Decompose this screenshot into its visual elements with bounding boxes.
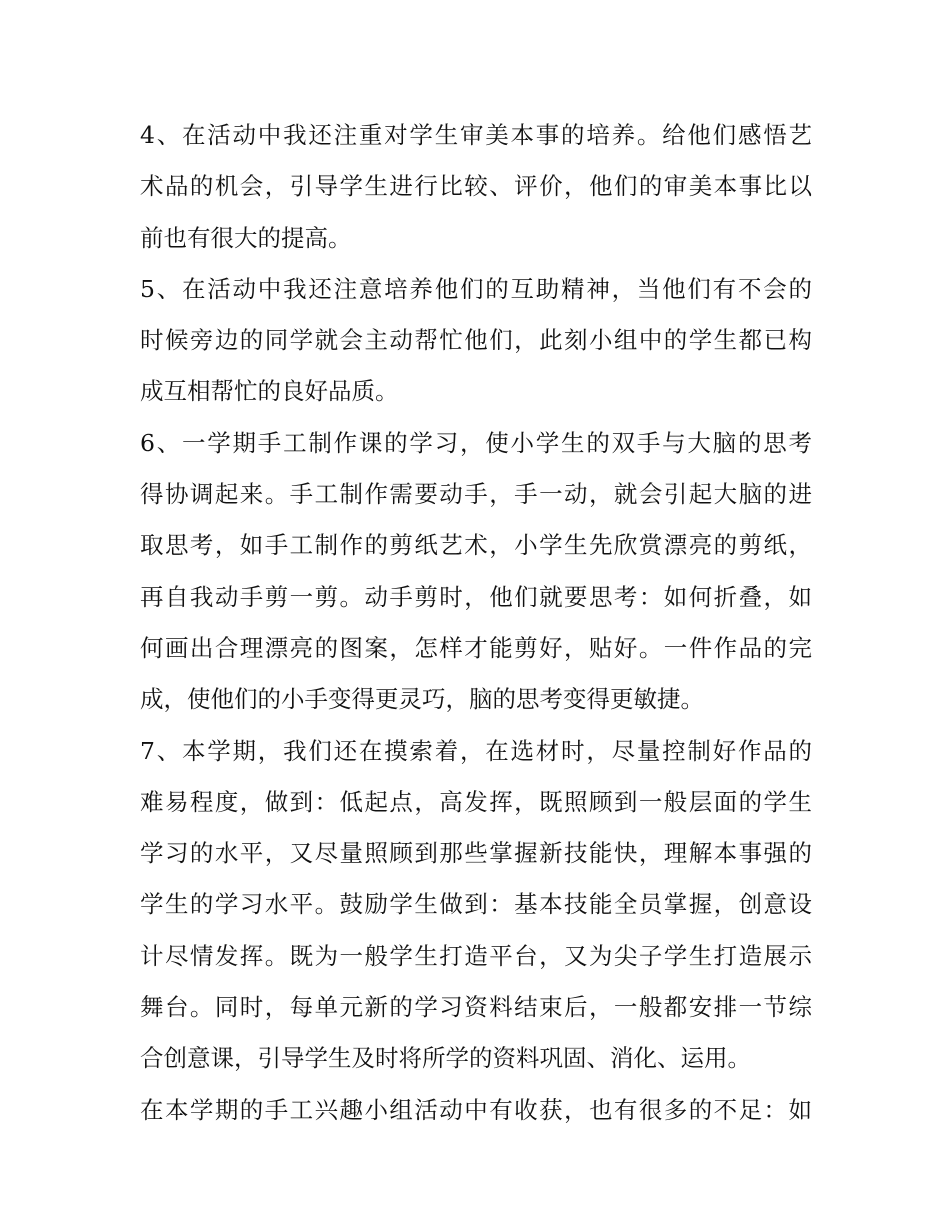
document-body: [140, 110, 812, 1136]
paragraph-6-line-1: 6、一学期手工制作课的学习，使小学生的双手与大脑的思考: [140, 428, 812, 457]
paragraph-6-line-3: 取思考，如手工制作的剪纸艺术，小学生先欣赏漂亮的剪纸，: [140, 531, 812, 560]
paragraph-7-line-7: 合创意课，引导学生及时将所学的资料巩固、消化、运用。: [140, 1044, 751, 1073]
paragraph-5-line-3: 成互相帮忙的良好品质。: [140, 377, 399, 406]
closing-paragraph-line-1: 在本学期的手工兴趣小组活动中有收获，也有很多的不足：如: [140, 1095, 812, 1124]
paragraph-7-line-5: 计尽情发挥。既为一般学生打造平台，又为尖子学生打造展示: [140, 941, 812, 970]
paragraph-5-line-2: 时候旁边的同学就会主动帮忙他们，此刻小组中的学生都已构: [140, 326, 812, 355]
paragraph-6-line-2: 得协调起来。手工制作需要动手，手一动，就会引起大脑的进: [140, 480, 812, 509]
paragraph-4-line-1: 4、在活动中我还注重对学生审美本事的培养。给他们感悟艺: [140, 121, 812, 149]
paragraph-7-line-2: 难易程度，做到：低起点，高发挥，既照顾到一般层面的学生: [140, 787, 812, 816]
paragraph-6-line-4: 再自我动手剪一剪。动手剪时，他们就要思考：如何折叠，如: [140, 582, 812, 611]
paragraph-4-line-3: 前也有很大的提高。: [140, 223, 352, 252]
paragraph-6-line-5: 何画出合理漂亮的图案，怎样才能剪好，贴好。一件作品的完: [140, 633, 812, 662]
paragraph-4-line-2: 术品的机会，引导学生进行比较、评价，他们的审美本事比以: [140, 172, 812, 201]
paragraph-6-line-6: 成，使他们的小手变得更灵巧，脑的思考变得更敏捷。: [140, 685, 704, 714]
paragraph-7-line-3: 学习的水平，又尽量照顾到那些掌握新技能快，理解本事强的: [140, 839, 812, 868]
paragraph-5-line-1: 5、在活动中我还注意培养他们的互助精神，当他们有不会的: [140, 274, 812, 303]
paragraph-7-line-4: 学生的学习水平。鼓励学生做到：基本技能全员掌握，创意设: [140, 890, 812, 919]
paragraph-7-line-1: 7、本学期，我们还在摸索着，在选材时，尽量控制好作品的: [140, 736, 812, 765]
paragraph-7-line-6: 舞台。同时，每单元新的学习资料结束后，一般都安排一节综: [140, 993, 812, 1022]
